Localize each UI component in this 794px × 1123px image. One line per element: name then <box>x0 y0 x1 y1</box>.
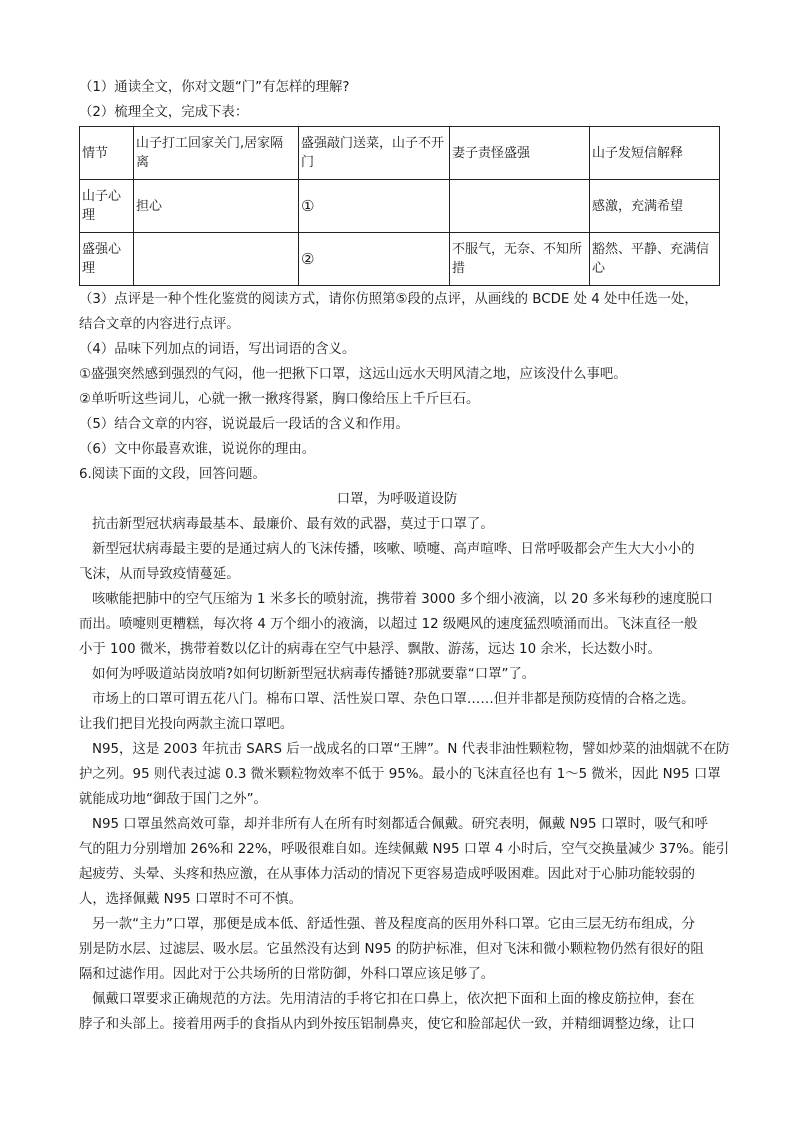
paragraph-5-line: 让我们把目光投向两款主流口罩吧。 <box>79 717 294 732</box>
table-cell: ② <box>299 233 450 286</box>
table-cell: 盛强敲门送菜，山子不开门 <box>299 127 450 180</box>
table-cell: 盛强心理 <box>80 233 134 286</box>
table-row <box>80 180 720 233</box>
table-cell: 妻子责怪盛强 <box>450 127 590 180</box>
table-cell: 感激，充满希望 <box>590 180 720 233</box>
paragraph-9-line: 脖子和头部上。接着用两手的食指从内到外按压铝制鼻夹，使它和脸部起伏一致，并精细调整边缘，让口 <box>79 1017 695 1032</box>
table-header-row <box>80 127 720 180</box>
table-row <box>80 233 720 286</box>
table-cell: 情节 <box>80 127 134 180</box>
question-3-line-2: 结合文章的内容进行点评。 <box>79 317 240 332</box>
table-cell-blank[interactable] <box>450 180 590 233</box>
table-cell: 豁然、平静、充满信心 <box>590 233 720 286</box>
paragraph-6-line: 护之列。95 则代表过滤 0.3 微米颗粒物效率不低于 95%。最小的飞沫直径也有 1～5 微米，因此 N95 口罩 <box>79 767 721 782</box>
table-cell: 担心 <box>134 180 299 233</box>
paragraph-7-line: 人，选择佩戴 N95 口罩时不可不慎。 <box>79 892 303 907</box>
paragraph-3-line: 咳嗽能把肺中的空气压缩为 1 米多长的喷射流，携带着 3000 多个细小液滴，以 20 多米每秒的速度脱口 <box>92 592 713 607</box>
article-title: 口罩，为呼吸道设防 <box>336 492 458 507</box>
plot-table <box>79 126 720 286</box>
table-cell: 山子心理 <box>80 180 134 233</box>
table-cell: 山子发短信解释 <box>590 127 720 180</box>
paragraph-5-line: 市场上的口罩可谓五花八门。棉布口罩、活性炭口罩、杂色口罩……但并非都是预防疫情的合格之选。 <box>92 692 695 707</box>
question-5: （5）结合文章的内容，说说最后一段话的含义和作用。 <box>79 417 409 432</box>
paragraph-6-line: 就能成功地“御敌于国门之外”。 <box>79 792 267 807</box>
table-cell: 不服气，无奈、不知所措 <box>450 233 590 286</box>
paragraph-7-line: 气的阻力分别增加 26%和 22%，呼吸很难自如。连续佩戴 N95 口罩 4 小时后，空气交换量减少 37%。能引 <box>79 842 730 857</box>
paragraph-7-line: 起疲劳、头晕、头疼和热应激，在从事体力活动的情况下更容易造成呼吸困难。因此对于心肺功能较弱的 <box>79 867 695 882</box>
question-4-item-1: ①盛强突然感到强烈的气闷，他一把揪下口罩，这远山远水天明风清之地，应该没什么事吧。 <box>79 367 627 382</box>
paragraph-3-line: 而出。喷嚏则更糟糕，每次将 4 万个细小的液滴，以超过 12 级飓风的速度猛烈喷涌而出。飞沫直径一般 <box>79 617 698 632</box>
question-6: （6）文中你最喜欢谁，说说你的理由。 <box>79 442 316 457</box>
section-6-heading: 6.阅读下面的文段，回答问题。 <box>79 467 266 482</box>
table-cell: ① <box>299 180 450 233</box>
paragraph-4: 如何为呼吸道站岗放哨?如何切断新型冠状病毒传播链?那就要靠“口罩”了。 <box>92 667 536 682</box>
table-cell: 山子打工回家关门,居家隔离 <box>134 127 299 180</box>
paragraph-9-line: 佩戴口罩要求正确规范的方法。先用清洁的手将它扣在口鼻上，依次把下面和上面的橡皮筋拉伸，套在 <box>92 992 695 1007</box>
paragraph-2-line: 飞沫，从而导致疫情蔓延。 <box>79 567 240 582</box>
question-2: （2）梳理全文，完成下表： <box>79 105 249 120</box>
paragraph-7-line: N95 口罩虽然高效可靠，却并非所有人在所有时刻都适合佩戴。研究表明，佩戴 N95 口罩时，吸气和呼 <box>92 817 708 832</box>
question-1: （1）通读全文，你对文题“门”有怎样的理解? <box>79 80 350 95</box>
paragraph-6-line: N95，这是 2003 年抗击 SARS 后一战成名的口罩“王牌”。N 代表非油性颗粒物，譬如炒菜的油烟就不在防 <box>92 742 730 757</box>
paragraph-2-line: 新型冠状病毒最主要的是通过病人的飞沫传播，咳嗽、喷嚏、高声喧哗、日常呼吸都会产生大大小小的 <box>92 542 695 557</box>
paragraph-8-line: 另一款“主力”口罩，那便是成本低、舒适性强、普及程度高的医用外科口罩。它由三层无纺布组成，分 <box>92 917 696 932</box>
question-3-line-1: （3）点评是一种个性化鉴赏的阅读方式，请你仿照第⑤段的点评，从画线的 BCDE 处 4 处中任选一处， <box>79 292 698 307</box>
table-cell-blank[interactable] <box>134 233 299 286</box>
paragraph-8-line: 别是防水层、过滤层、吸水层。它虽然没有达到 N95 的防护标准，但对飞沫和微小颗粒物仍然有很好的阻 <box>79 942 704 957</box>
paragraph-1: 抗击新型冠状病毒最基本、最廉价、最有效的武器，莫过于口罩了。 <box>92 517 494 532</box>
paragraph-8-line: 隔和过滤作用。因此对于公共场所的日常防御，外科口罩应该足够了。 <box>79 967 495 982</box>
paragraph-3-line: 小于 100 微米，携带着数以亿计的病毒在空气中悬浮、飘散、游荡，远达 10 余米，长达数小时。 <box>79 642 661 657</box>
question-4: （4）品味下列加点的词语，写出词语的含义。 <box>79 342 356 357</box>
question-4-item-2: ②单听听这些词儿，心就一揪一揪疼得紧，胸口像给压上千斤巨石。 <box>79 392 480 407</box>
